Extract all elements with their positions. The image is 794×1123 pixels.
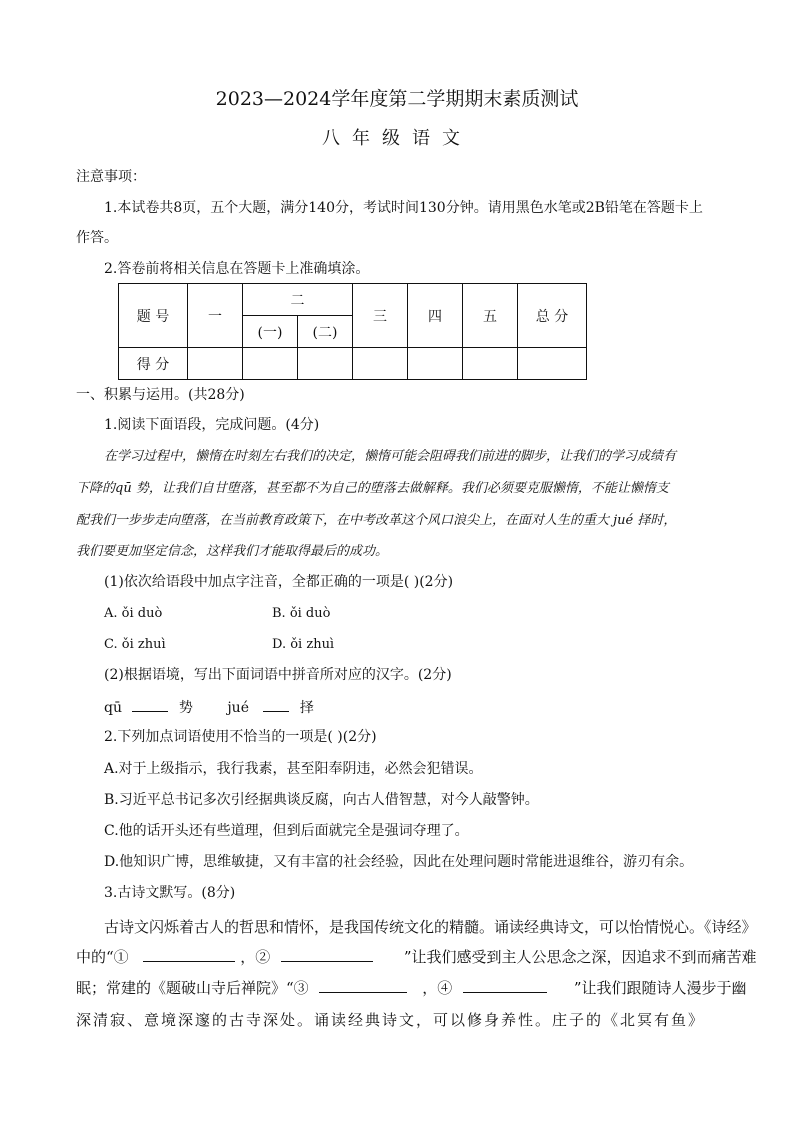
exam-title: 2023—2024学年度第二学期期末素质测试 <box>215 88 579 110</box>
notice-item-1-cont: 作答。 <box>76 230 118 246</box>
score-cell[interactable] <box>243 348 298 380</box>
option-d[interactable]: D. ǒi zhuì <box>272 637 335 652</box>
word-shi: 势 <box>178 700 193 716</box>
score-header-label: 题 号 <box>119 284 188 348</box>
question-1-2-blanks <box>104 697 752 718</box>
pinyin-qu: qū <box>104 700 122 716</box>
section-1-heading: 一、积累与运用。(共28分) <box>76 387 245 403</box>
score-table <box>118 283 587 380</box>
passage-line-1: 在学习过程中，懒惰在时刻左右我们的决定，懒惰可能会阻碍我们前进的脚步，让我们的学习成绩有 <box>104 449 677 464</box>
q3-text: ”让我们跟随诗人漫步于幽 <box>573 979 747 997</box>
q3-text: 中的“① <box>76 948 129 966</box>
blank-jue[interactable] <box>263 697 289 712</box>
score-col-2-sub-1: (一) <box>243 316 298 348</box>
q2-option-c[interactable]: C.他的话开头还有些道理，但到后面就完全是强词夺理了。 <box>104 823 469 839</box>
q3-line-3 <box>76 978 747 998</box>
option-c[interactable]: C. ǒi zhuì <box>104 637 166 652</box>
score-col-2-sub-2: (二) <box>298 316 353 348</box>
question-2: 2.下列加点词语使用不恰当的一项是( )(2分) <box>104 729 377 745</box>
score-col-4: 四 <box>408 284 463 348</box>
score-cell[interactable] <box>408 348 463 380</box>
notice-item-1: 1.本试卷共8页，五个大题，满分140分，考试时间130分钟。请用黑色水笔或2B铅笔在答题卡上 <box>104 200 703 216</box>
q3-line-4: 深清寂、意境深邃的古寺深处。诵读经典诗文，可以修身养性。庄子的《北冥有鱼》 <box>76 1011 706 1029</box>
q3-text: ”让我们感受到主人公思念之深，因追求不到而痛苦难 <box>403 948 757 966</box>
q2-option-d[interactable]: D.他知识广博，思维敏捷，又有丰富的社会经验，因此在处理问题时常能进退维谷，游刃有余。 <box>104 854 694 870</box>
blank-4[interactable] <box>463 978 547 993</box>
q2-option-a[interactable]: A.对于上级指示，我行我素，甚至阳奉阴违，必然会犯错误。 <box>104 761 483 777</box>
score-cell[interactable] <box>463 348 518 380</box>
question-3: 3.古诗文默写。(8分) <box>104 885 236 901</box>
notice-heading: 注意事项： <box>76 169 146 185</box>
score-cell[interactable] <box>353 348 408 380</box>
score-cell[interactable] <box>188 348 243 380</box>
option-b[interactable]: B. ǒi duò <box>272 606 331 621</box>
pinyin-jue: jué <box>227 700 249 716</box>
option-a[interactable]: A. ǒi duò <box>104 606 163 621</box>
q3-line-2 <box>76 947 757 967</box>
exam-subtitle: 八年级语文 <box>322 128 472 149</box>
blank-1[interactable] <box>143 947 235 962</box>
score-col-2: 二 <box>243 284 353 316</box>
passage-line-3: 配我们一步步走向堕落，在当前教育政策下，在中考改革这个风口浪尖上，在面对人生的重大 jué 择时， <box>76 513 677 528</box>
score-col-5: 五 <box>463 284 518 348</box>
passage-line-4: 我们要更加坚定信念，这样我们才能取得最后的成功。 <box>76 544 389 559</box>
blank-3[interactable] <box>319 978 407 993</box>
score-row-label: 得 分 <box>119 348 188 380</box>
q3-line-1: 古诗文闪烁着古人的哲思和情怀，是我国传统文化的精髓。诵读经典诗文，可以怡情悦心。《诗经》 <box>104 918 757 936</box>
score-col-3: 三 <box>353 284 408 348</box>
question-1-1: (1)依次给语段中加点字注音，全都正确的一项是( )(2分) <box>104 574 454 590</box>
question-1-2: (2)根据语境，写出下面词语中拼音所对应的汉字。(2分) <box>104 667 452 683</box>
score-col-1: 一 <box>188 284 243 348</box>
passage-line-2: 下降的qū 势，让我们自甘堕落，甚至都不为自己的堕落去做解释。我们必须要克服懒惰，不能让懒惰支 <box>76 481 669 496</box>
question-1: 1.阅读下面语段，完成问题。(4分) <box>104 417 320 433</box>
q3-text: ，④ <box>422 979 453 997</box>
blank-2[interactable] <box>281 947 373 962</box>
word-ze: 择 <box>299 700 314 716</box>
notice-item-2: 2.答卷前将相关信息在答题卡上准确填涂。 <box>104 261 370 277</box>
q3-text: 眠；常建的《题破山寺后禅院》“③ <box>76 979 309 997</box>
score-col-total: 总 分 <box>518 284 587 348</box>
score-cell[interactable] <box>298 348 353 380</box>
q3-text: ，② <box>240 948 271 966</box>
score-cell[interactable] <box>518 348 587 380</box>
q2-option-b[interactable]: B.习近平总书记多次引经据典谈反腐，向古人借智慧，对今人敲警钟。 <box>104 792 539 808</box>
blank-qu[interactable] <box>132 697 168 712</box>
